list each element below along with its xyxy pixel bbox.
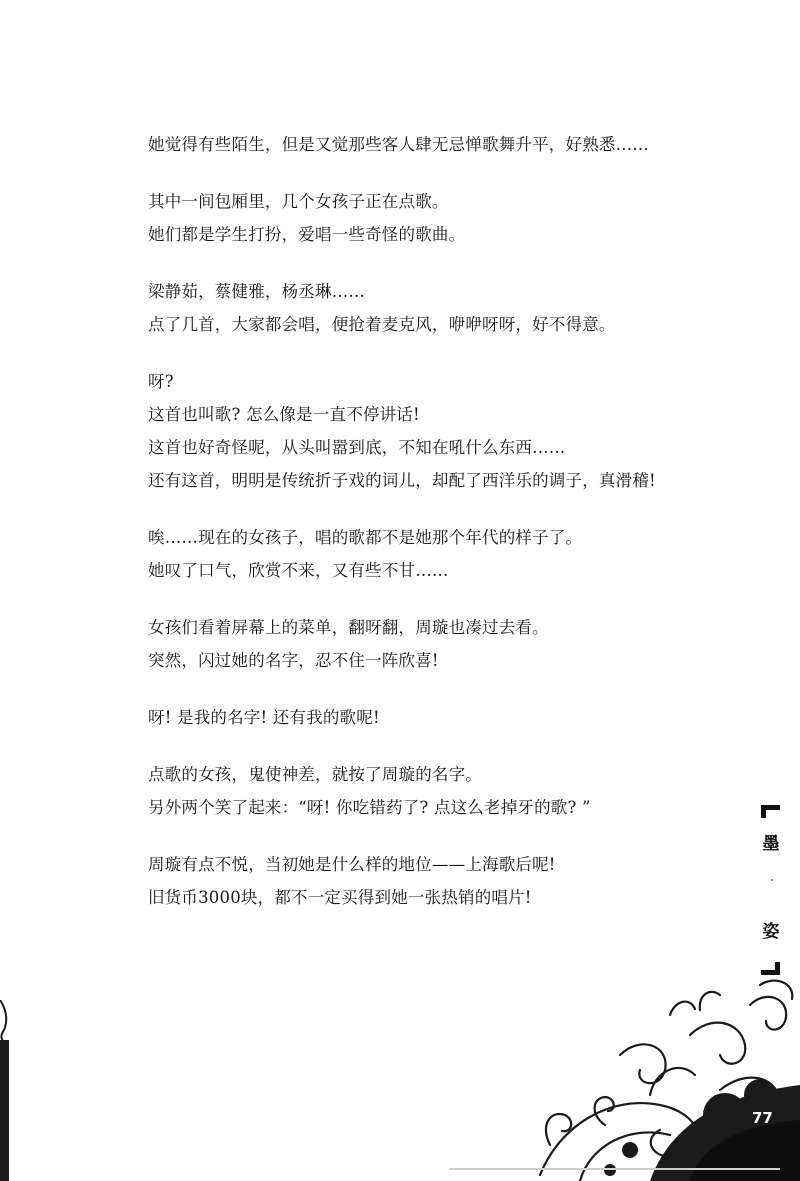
text-line: 梁静茹，蔡健雅，杨丞琳……	[148, 282, 366, 301]
paragraph-4	[148, 365, 723, 497]
text-line: 这首也好奇怪呢，从头叫嚣到底，不知在吼什么东西……	[148, 438, 566, 457]
chapter-sidebar	[755, 805, 789, 975]
text-line: 唉……现在的女孩子，唱的歌都不是她那个年代的样子了。	[148, 528, 583, 547]
bracket-top-mark	[761, 805, 780, 818]
sidebar-char-ink: 墨	[762, 834, 780, 854]
text-line: 另外两个笑了起来：“呀! 你吃错药了? 点这么老掉牙的歌? ”	[148, 798, 591, 817]
text-line: 她叹了口气，欣赏不来，又有些不甘……	[148, 561, 449, 580]
text-line: 点歌的女孩，鬼使神差，就按了周璇的名字。	[148, 765, 482, 784]
text-line: 周璇有点不悦，当初她是什么样的地位——上海歌后呢!	[148, 855, 556, 874]
paragraph-7	[148, 701, 723, 734]
bottom-rule	[450, 1168, 780, 1170]
text-line: 其中一间包厢里，几个女孩子正在点歌。	[148, 192, 449, 211]
sidebar-dot	[771, 879, 773, 881]
left-edge-ornament	[0, 1000, 14, 1181]
paragraph-8	[148, 758, 723, 824]
text-line: 她们都是学生打扮，爱唱一些奇怪的歌曲。	[148, 225, 466, 244]
paragraph-1	[148, 128, 723, 161]
text-line: 这首也叫歌? 怎么像是一直不停讲话!	[148, 405, 420, 424]
paragraph-5	[148, 521, 723, 587]
paragraph-2	[148, 185, 723, 251]
paragraph-9	[148, 848, 723, 914]
sidebar-char-posture: 姿	[762, 922, 780, 942]
bracket-bottom-mark	[761, 962, 780, 975]
text-line: 点了几首，大家都会唱，便抢着麦克风，咿咿呀呀，好不得意。	[148, 315, 616, 334]
text-line: 呀! 是我的名字! 还有我的歌呢!	[148, 708, 380, 727]
floral-swirl-ornament	[520, 975, 800, 1181]
text-line: 呀?	[148, 372, 174, 391]
paragraph-3	[148, 275, 723, 341]
text-line: 旧货币3000块，都不一定买得到她一张热销的唱片!	[148, 888, 532, 907]
body-text	[148, 128, 723, 938]
text-line: 突然，闪过她的名字，忍不住一阵欣喜!	[148, 651, 439, 670]
paragraph-6	[148, 611, 723, 677]
page-number: 77	[752, 1109, 773, 1127]
text-line: 她觉得有些陌生，但是又觉那些客人肆无忌惮歌舞升平，好熟悉……	[148, 135, 649, 154]
text-line: 女孩们看着屏幕上的菜单，翻呀翻，周璇也凑过去看。	[148, 618, 549, 637]
text-line: 还有这首，明明是传统折子戏的词儿，却配了西洋乐的调子，真滑稽!	[148, 471, 656, 490]
